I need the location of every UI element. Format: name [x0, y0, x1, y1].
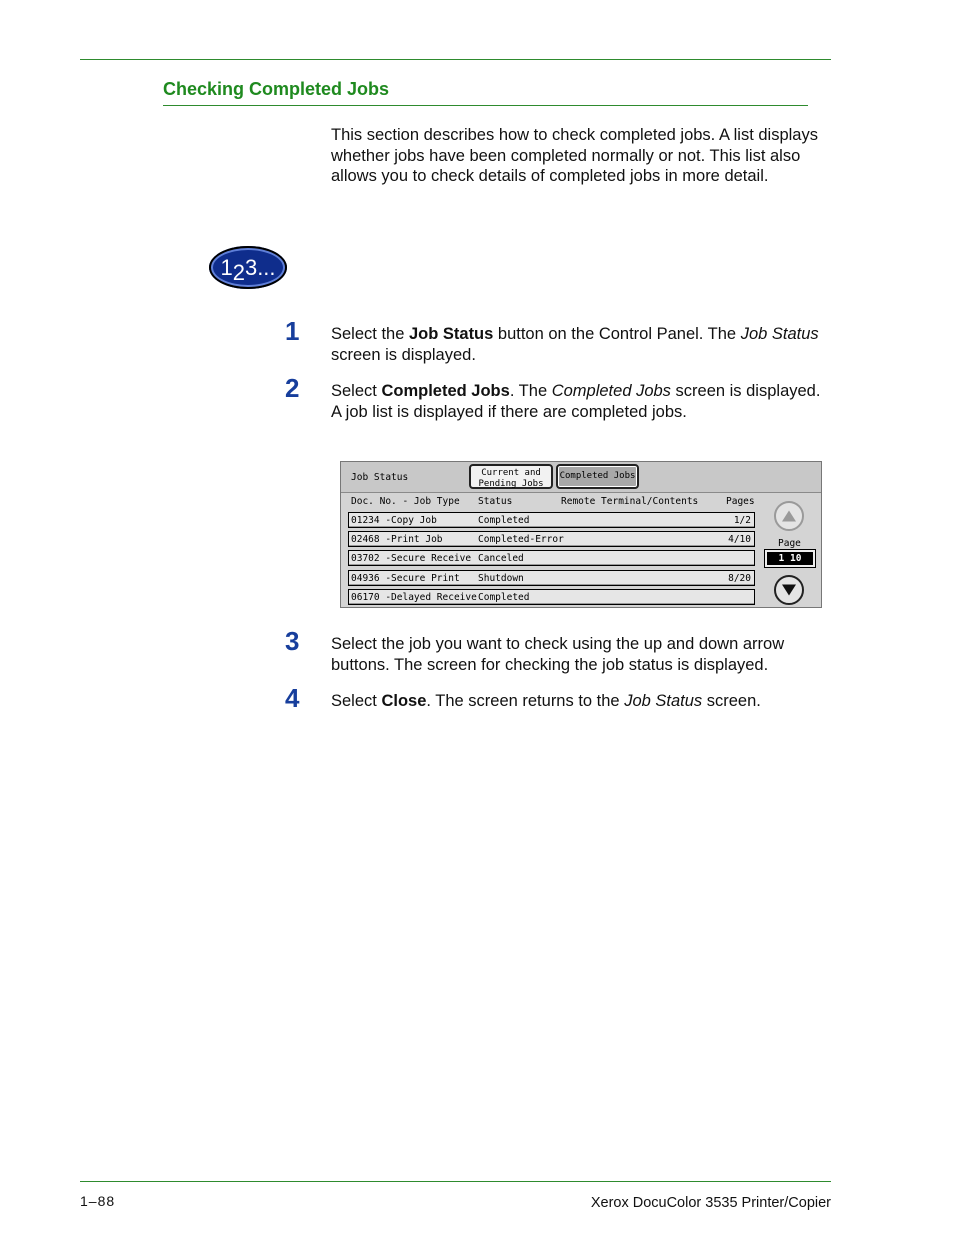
title-rule	[163, 105, 808, 106]
step-number-2: 2	[285, 373, 300, 403]
badge-digit-3: 3...	[244, 255, 276, 280]
screen-title: Job Status	[351, 472, 409, 483]
page-counter: 1 10	[765, 550, 815, 567]
step-2-text: Select Completed Jobs. The Completed Jobs screen is displayed. A job list is displayed if there are completed jobs.	[331, 382, 821, 421]
top-rule	[80, 59, 831, 60]
screen-header	[341, 462, 821, 493]
column-headers	[341, 496, 821, 508]
section-title: Checking Completed Jobs	[163, 79, 390, 99]
badge-digit-1: 1	[220, 255, 233, 280]
completed-jobs-screen	[340, 461, 822, 608]
job-row[interactable]	[348, 512, 755, 528]
step-number-3: 3	[285, 626, 300, 656]
step-3-text: Select the job you want to check using the up and down arrow buttons. The screen for checking the job status is displayed.	[331, 635, 785, 674]
job-pages: 1/2	[733, 515, 751, 526]
step-1-text: Select the Job Status button on the Control Panel. The Job Status screen is displayed.	[331, 325, 819, 364]
step-number-4: 4	[285, 683, 300, 713]
job-row[interactable]	[348, 550, 755, 566]
scroll-down-button[interactable]	[774, 575, 804, 605]
page-label: Page	[778, 538, 801, 549]
job-pages: 4/10	[728, 534, 751, 545]
job-row[interactable]	[348, 570, 755, 586]
job-row[interactable]	[348, 531, 755, 547]
numbered-steps-icon	[209, 246, 287, 289]
job-status: Completed	[478, 592, 530, 603]
tab-current-line-1: Current and	[481, 468, 541, 478]
footer-rule	[80, 1181, 831, 1182]
job-status: Completed	[478, 515, 530, 526]
job-doc: 03702 -Secure Receive	[351, 553, 472, 564]
col-remote-terminal: Remote Terminal/Contents	[561, 496, 699, 507]
tab-current-pending-jobs[interactable]	[469, 464, 553, 489]
col-status: Status	[478, 496, 513, 507]
footer-product-title: Xerox DocuColor 3535 Printer/Copier	[590, 1195, 831, 1211]
col-pages: Pages	[726, 496, 755, 507]
job-doc: 02468 -Print Job	[351, 534, 443, 545]
intro-paragraph: This section describes how to check completed jobs. A list displays whether jobs have been completed normally or not. This list also allows you to check details of completed jobs in more detail.	[331, 126, 818, 185]
job-status: Canceled	[478, 553, 524, 564]
badge-digit-2: 2	[232, 260, 245, 285]
arrow-up-icon	[782, 511, 796, 522]
job-doc: 01234 -Copy Job	[351, 515, 437, 526]
job-status: Completed-Error	[478, 534, 564, 545]
job-doc: 04936 -Secure Print	[351, 573, 460, 584]
page-number: 1–88	[80, 1193, 116, 1209]
tab-current-line-2: Pending Jobs	[478, 479, 544, 489]
job-status: Shutdown	[478, 573, 524, 584]
tab-completed-jobs[interactable]: Completed Jobs	[556, 464, 639, 489]
arrow-down-icon	[782, 585, 796, 596]
col-doc-type: Doc. No. - Job Type	[351, 496, 460, 507]
scroll-up-button[interactable]	[774, 501, 804, 531]
job-doc: 06170 -Delayed Receive	[351, 592, 477, 603]
step-number-1: 1	[285, 316, 300, 346]
job-row[interactable]	[348, 589, 755, 605]
job-pages: 8/20	[728, 573, 751, 584]
step-4-text: Select Close. The screen returns to the Job Status screen.	[331, 692, 761, 710]
